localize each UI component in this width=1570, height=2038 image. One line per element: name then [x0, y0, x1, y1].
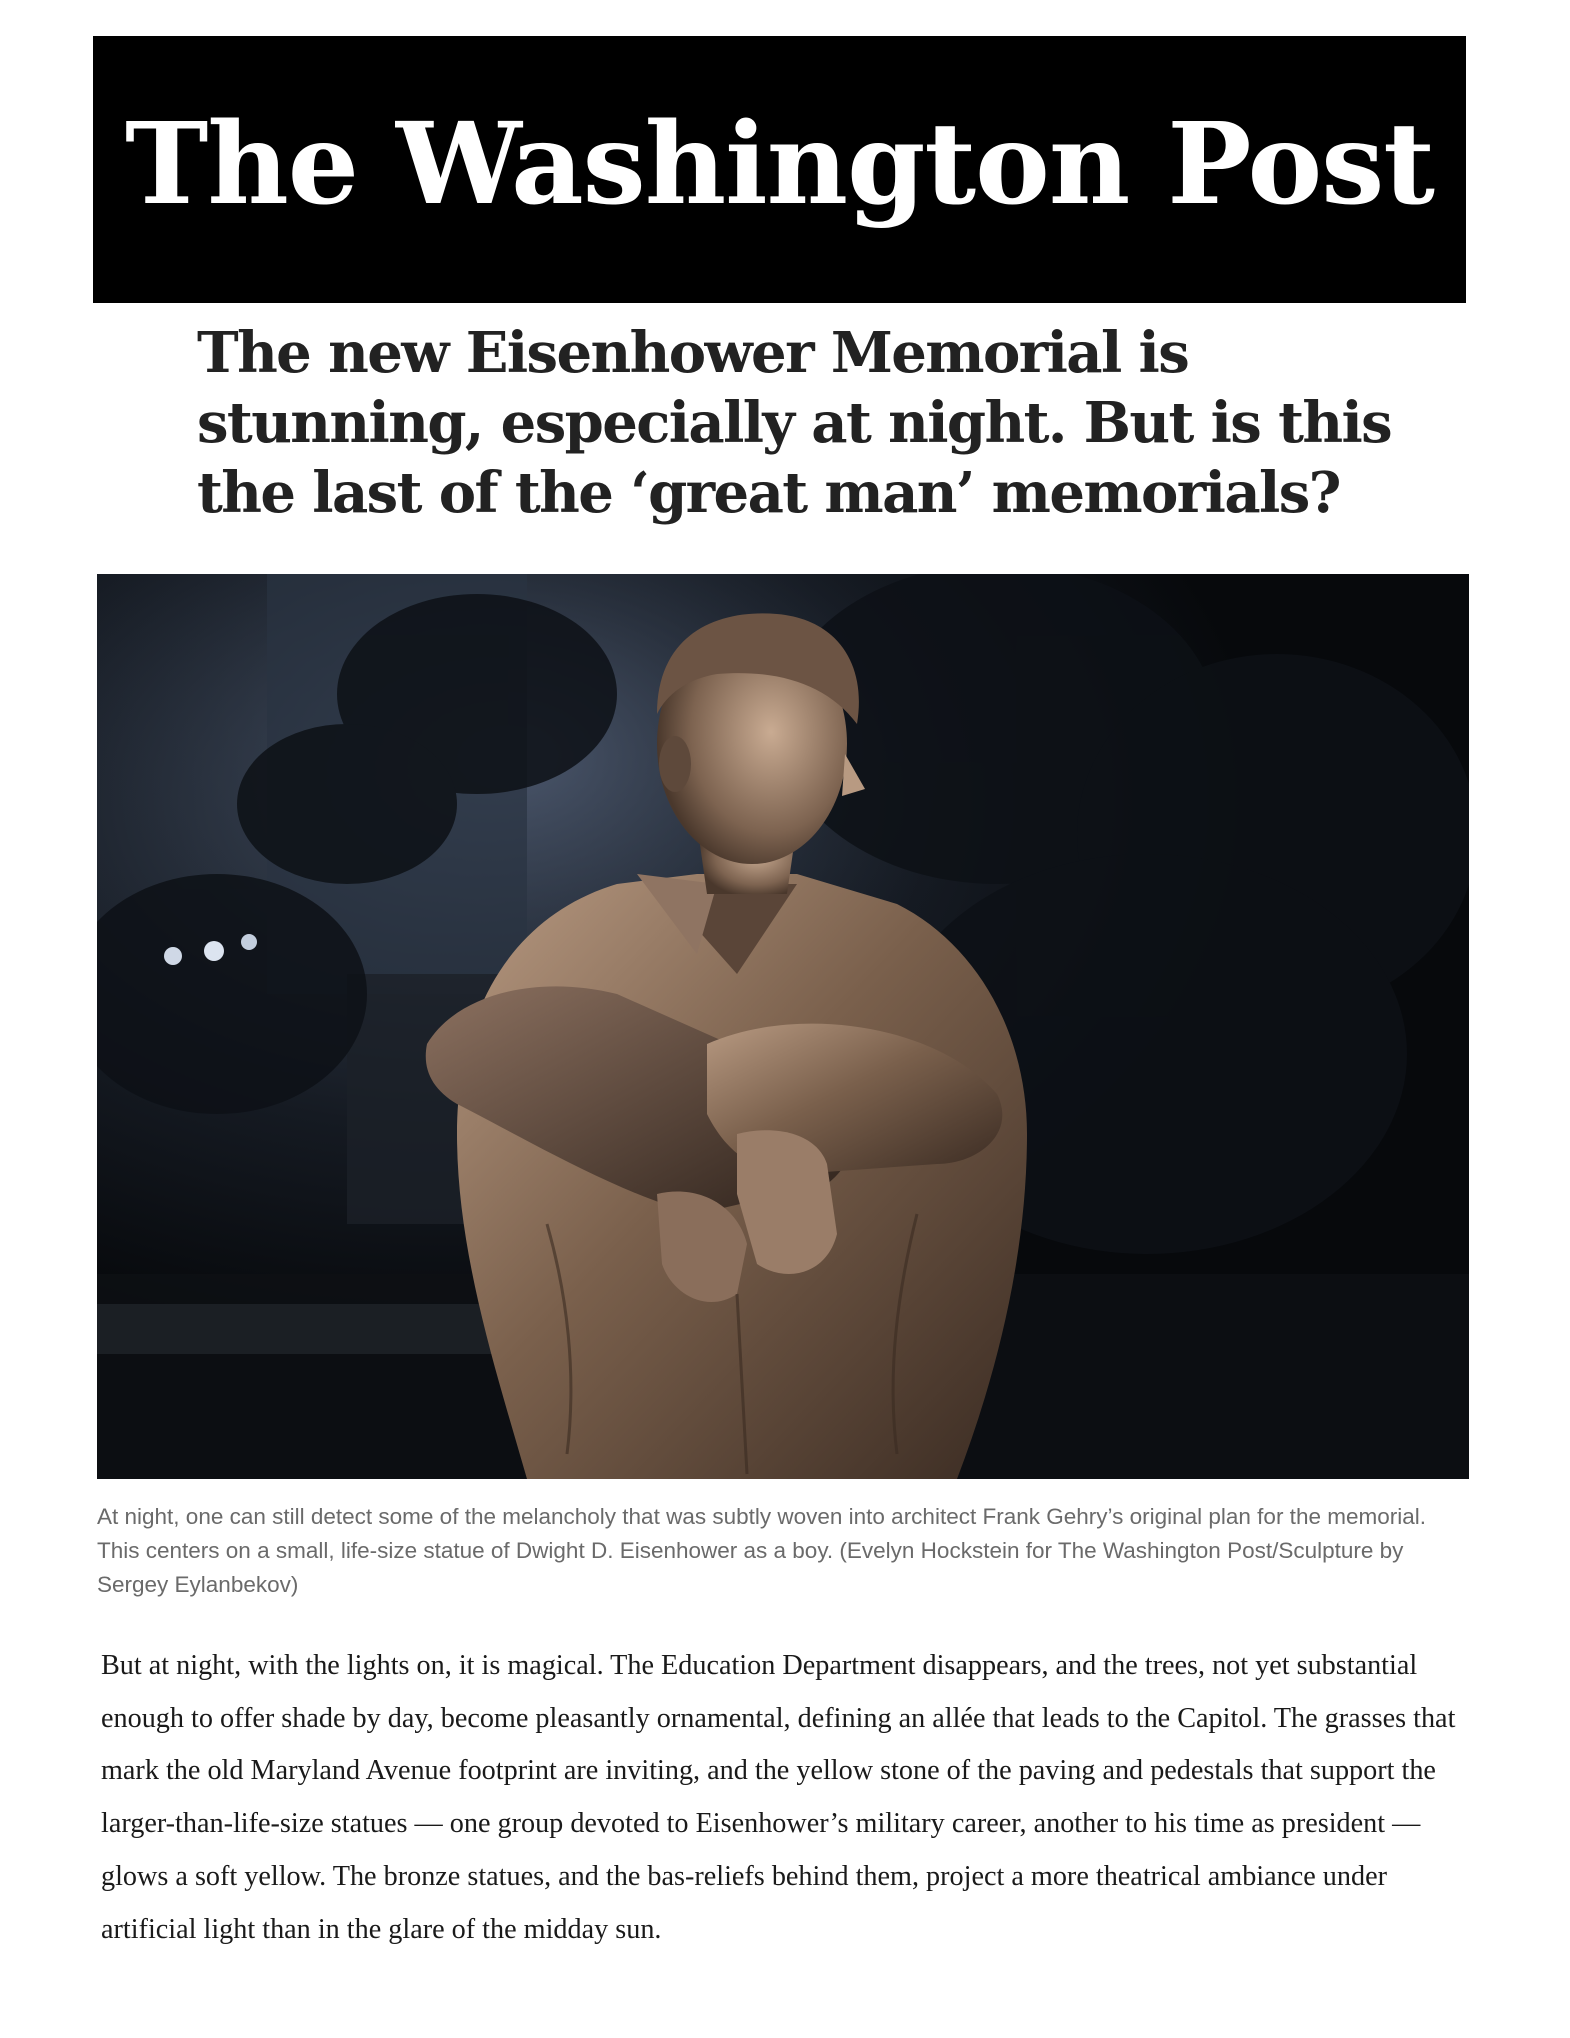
article-body-paragraph: But at night, with the lights on, it is magical. The Education Department disappears, and the trees, not yet substantial enough to offer shade by day, become pleasantly ornamental, defining an allée that leads to the Capitol. The grasses that mark the old Maryland Avenue footprint are inviting, and the yellow stone of the paving and pedestals that support the larger-than-life-size statues — one group devoted to Eisenhower’s military career, another to his time as president — glows a soft yellow. The bronze statues, and the bas-reliefs behind them, project a more theatrical ambiance under artificial light than in the glare of the midday sun.: [101, 1650, 1456, 1945]
article-photo: [97, 574, 1469, 1479]
statue-photo-illustration: [97, 574, 1469, 1479]
article-headline: The new Eisenhower Memorial is stunning, especially at night. But is this the last of the ‘great man’ memorials?: [197, 320, 1392, 526]
masthead: [93, 36, 1466, 303]
washington-post-logo[interactable]: The Washington Post: [125, 98, 1434, 230]
photo-caption: At night, one can still detect some of the melancholy that was subtly woven into architect Frank Gehry’s original plan for the memorial. This centers on a small, life-size statue of Dwight D. Eisenhower as a boy. (Evelyn Hockstein for The Washington Post/Sculpture by Sergey Eylanbekov): [97, 1504, 1426, 1597]
